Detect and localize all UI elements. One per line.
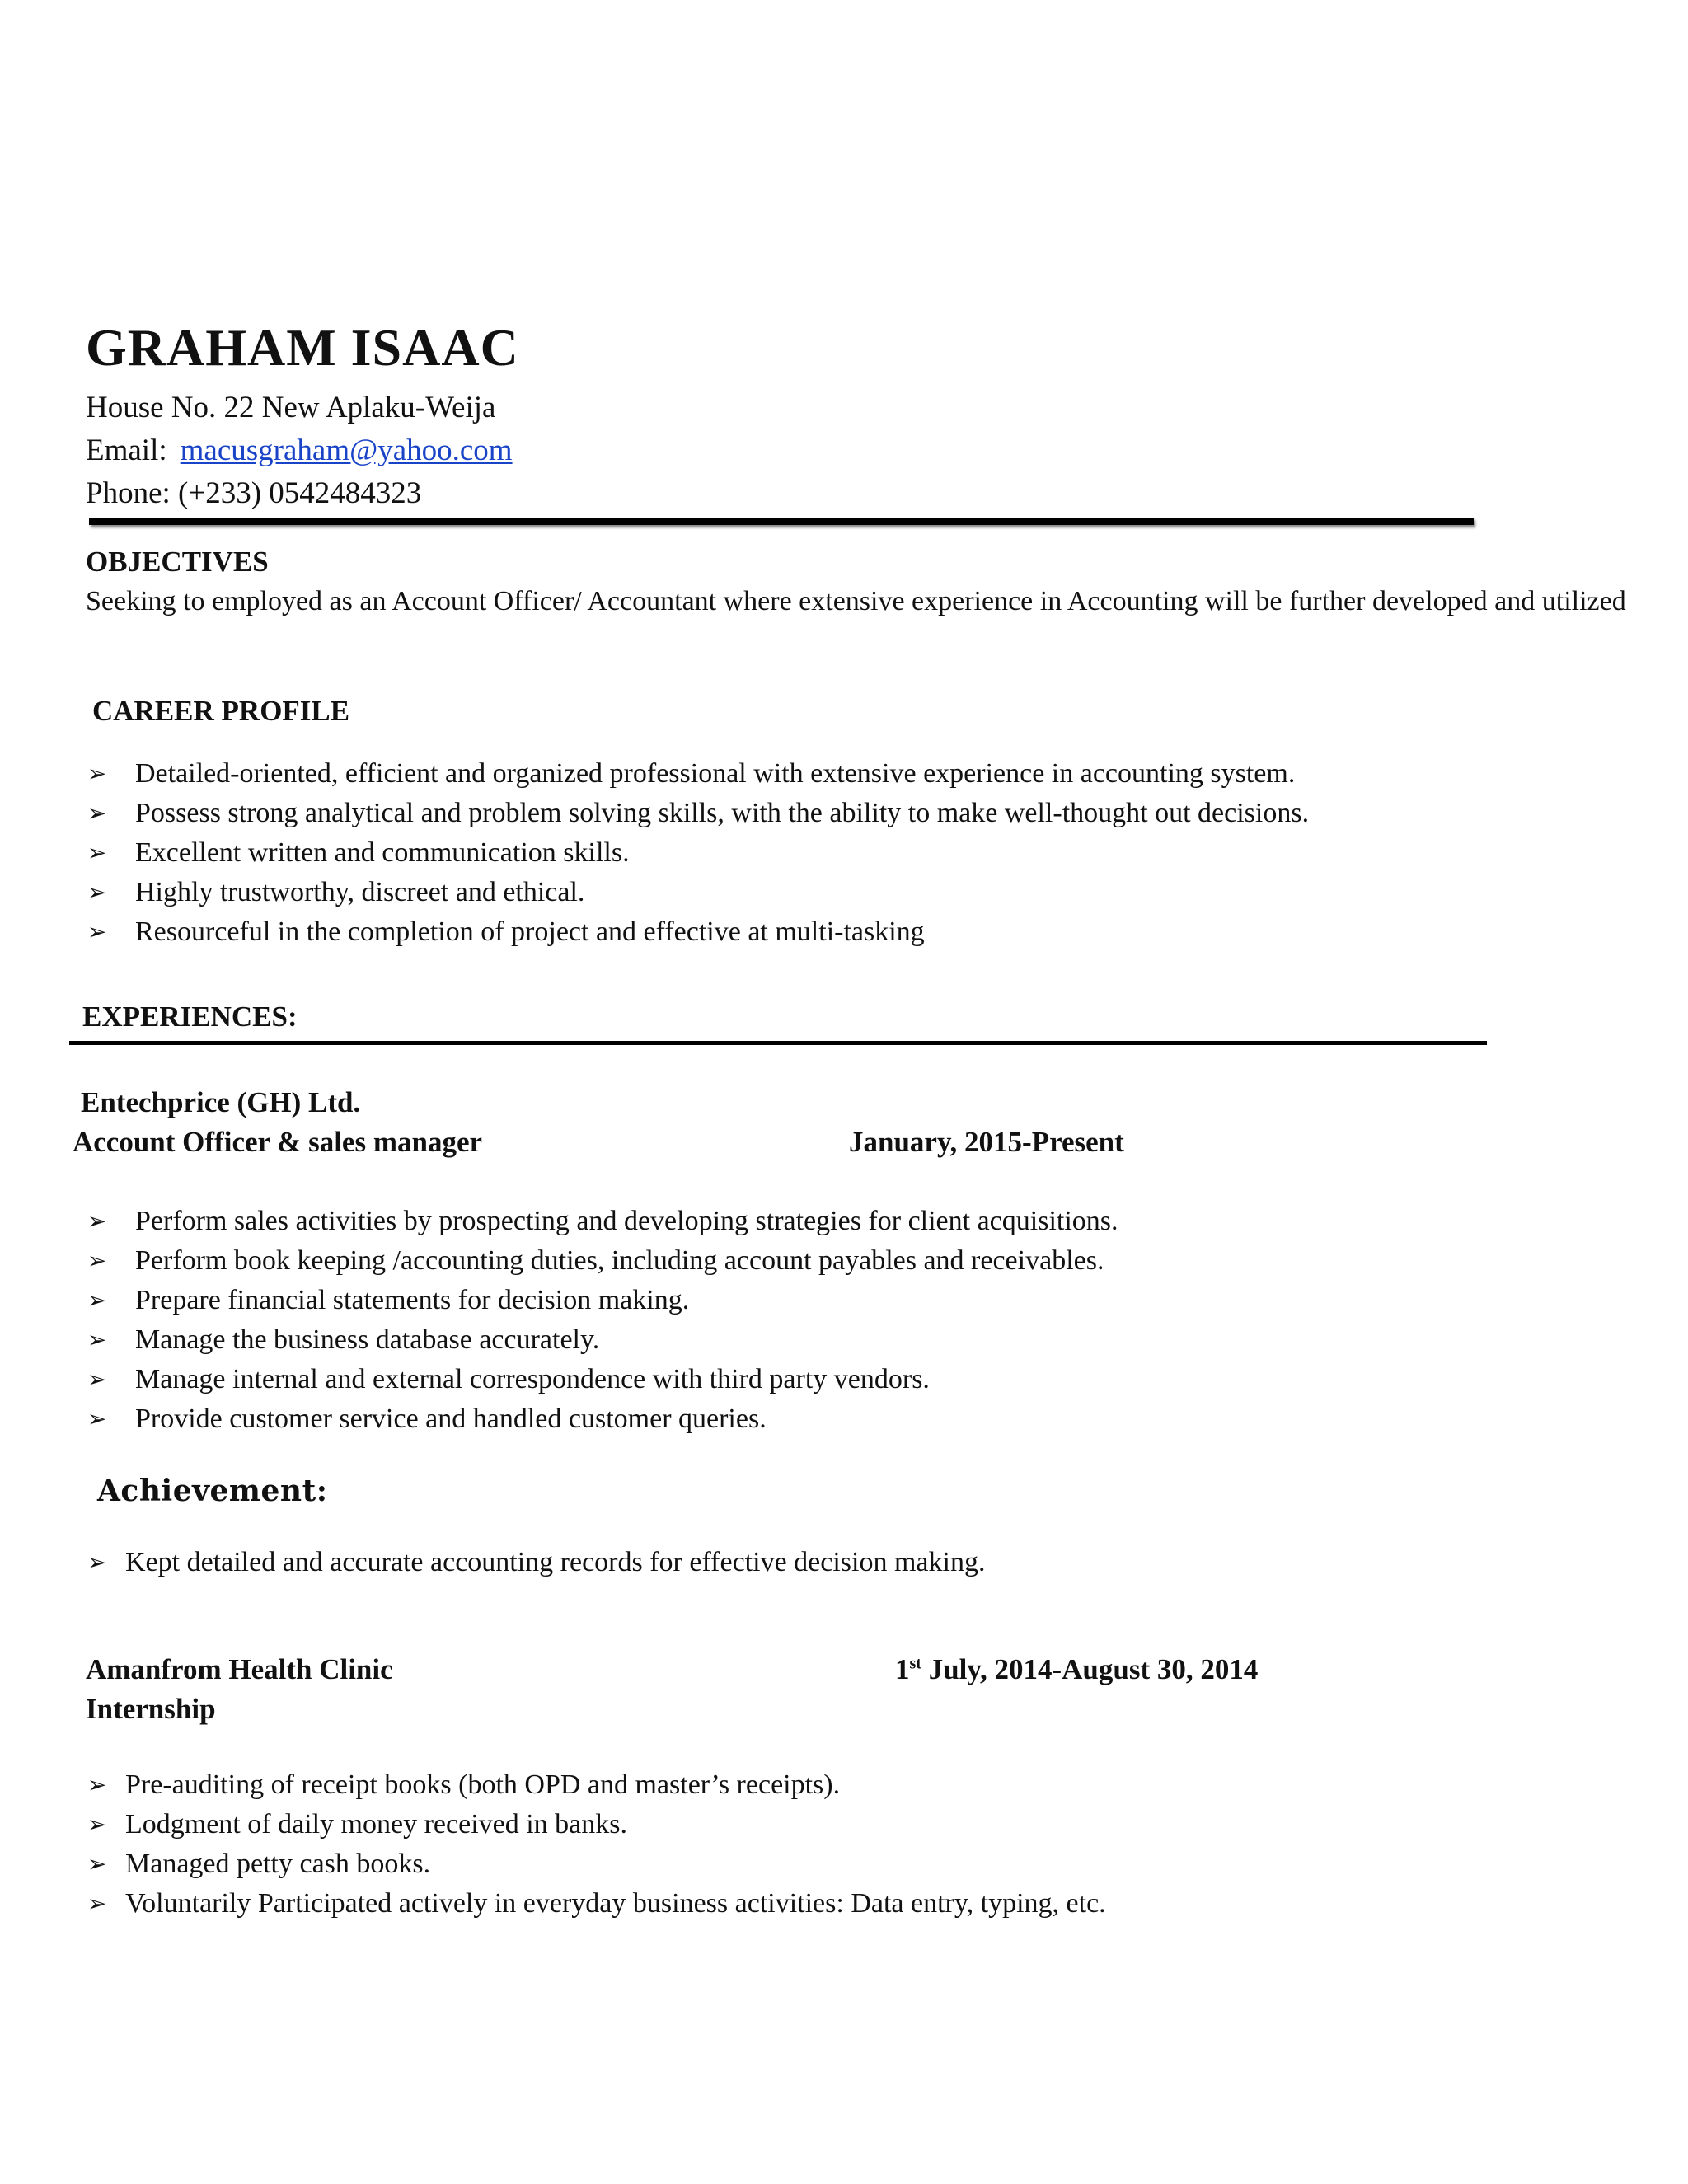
phone: Phone: (+233) 0542484323 <box>86 476 422 510</box>
list-item: ➢ Perform book keeping /accounting duties, including account payables and receivables. <box>87 1241 1118 1281</box>
list-item: ➢ Excellent written and communication skills. <box>87 833 1309 873</box>
arrow-bullet-icon: ➢ <box>87 1207 107 1235</box>
arrow-bullet-icon: ➢ <box>87 760 107 787</box>
list-item: ➢ Voluntarily Participated actively in everyday business activities: Data entry, typing, etc. <box>87 1884 1106 1924</box>
arrow-bullet-icon: ➢ <box>87 799 107 827</box>
list-item: ➢ Manage internal and external correspondence with third party vendors. <box>87 1360 1118 1399</box>
job2-dates: 1st July, 2014-August 30, 2014 <box>895 1653 1259 1685</box>
list-item: ➢ Lodgment of daily money received in banks. <box>87 1805 1106 1844</box>
header-divider <box>89 518 1474 525</box>
arrow-bullet-icon: ➢ <box>87 1326 107 1353</box>
objectives-heading: OBJECTIVES <box>86 546 269 578</box>
list-item: ➢ Provide customer service and handled customer queries. <box>87 1399 1118 1439</box>
job1-role: Account Officer & sales manager <box>73 1126 483 1158</box>
objectives-text: Seeking to employed as an Account Officer/ Accountant where extensive experience in Accounting will be further developed and utilized <box>86 586 1626 616</box>
job1-dates: January, 2015-Present <box>849 1126 1124 1158</box>
achievement-heading: Achievement: <box>97 1474 328 1508</box>
arrow-bullet-icon: ➢ <box>87 1850 107 1877</box>
email-label: Email: <box>86 434 167 467</box>
candidate-name: GRAHAM ISAAC <box>86 318 519 377</box>
job1-company: Entechprice (GH) Ltd. <box>81 1086 361 1118</box>
list-item: ➢ Highly trustworthy, discreet and ethical. <box>87 873 1309 912</box>
experiences-divider <box>69 1041 1487 1045</box>
list-item: ➢ Managed petty cash books. <box>87 1844 1106 1884</box>
arrow-bullet-icon: ➢ <box>87 1890 107 1917</box>
arrow-bullet-icon: ➢ <box>87 918 107 945</box>
arrow-bullet-icon: ➢ <box>87 1247 107 1274</box>
list-item: ➢ Detailed-oriented, efficient and organized professional with extensive experience in accounting system. <box>87 754 1309 794</box>
arrow-bullet-icon: ➢ <box>87 1405 107 1432</box>
career-profile-heading: CAREER PROFILE <box>92 695 350 727</box>
list-item: ➢ Perform sales activities by prospecting and developing strategies for client acquisitions. <box>87 1202 1118 1241</box>
list-item: ➢ Prepare financial statements for decision making. <box>87 1281 1118 1320</box>
job2-role: Internship <box>86 1693 216 1725</box>
address: House No. 22 New Aplaku-Weija <box>86 391 496 424</box>
career-profile-list <box>87 754 1309 952</box>
list-item: ➢ Kept detailed and accurate accounting records for effective decision making. <box>87 1543 985 1582</box>
list-item: ➢ Manage the business database accurately. <box>87 1320 1118 1360</box>
arrow-bullet-icon: ➢ <box>87 1286 107 1314</box>
job2-company: Amanfrom Health Clinic <box>86 1653 393 1685</box>
achievement-list <box>87 1543 985 1582</box>
job2-duties-list <box>87 1765 1106 1924</box>
arrow-bullet-icon: ➢ <box>87 1366 107 1393</box>
arrow-bullet-icon: ➢ <box>87 1549 107 1576</box>
email-link[interactable]: macusgraham@yahoo.com <box>180 434 513 467</box>
arrow-bullet-icon: ➢ <box>87 1811 107 1838</box>
list-item: ➢ Resourceful in the completion of project and effective at multi-tasking <box>87 912 1309 952</box>
email-line <box>86 435 513 466</box>
list-item: ➢ Pre-auditing of receipt books (both OPD and master’s receipts). <box>87 1765 1106 1805</box>
arrow-bullet-icon: ➢ <box>87 1771 107 1798</box>
arrow-bullet-icon: ➢ <box>87 879 107 906</box>
arrow-bullet-icon: ➢ <box>87 839 107 866</box>
list-item: ➢ Possess strong analytical and problem solving skills, with the ability to make well-thought out decisions. <box>87 794 1309 833</box>
job1-duties-list <box>87 1202 1118 1439</box>
experiences-heading: EXPERIENCES: <box>82 1001 298 1033</box>
